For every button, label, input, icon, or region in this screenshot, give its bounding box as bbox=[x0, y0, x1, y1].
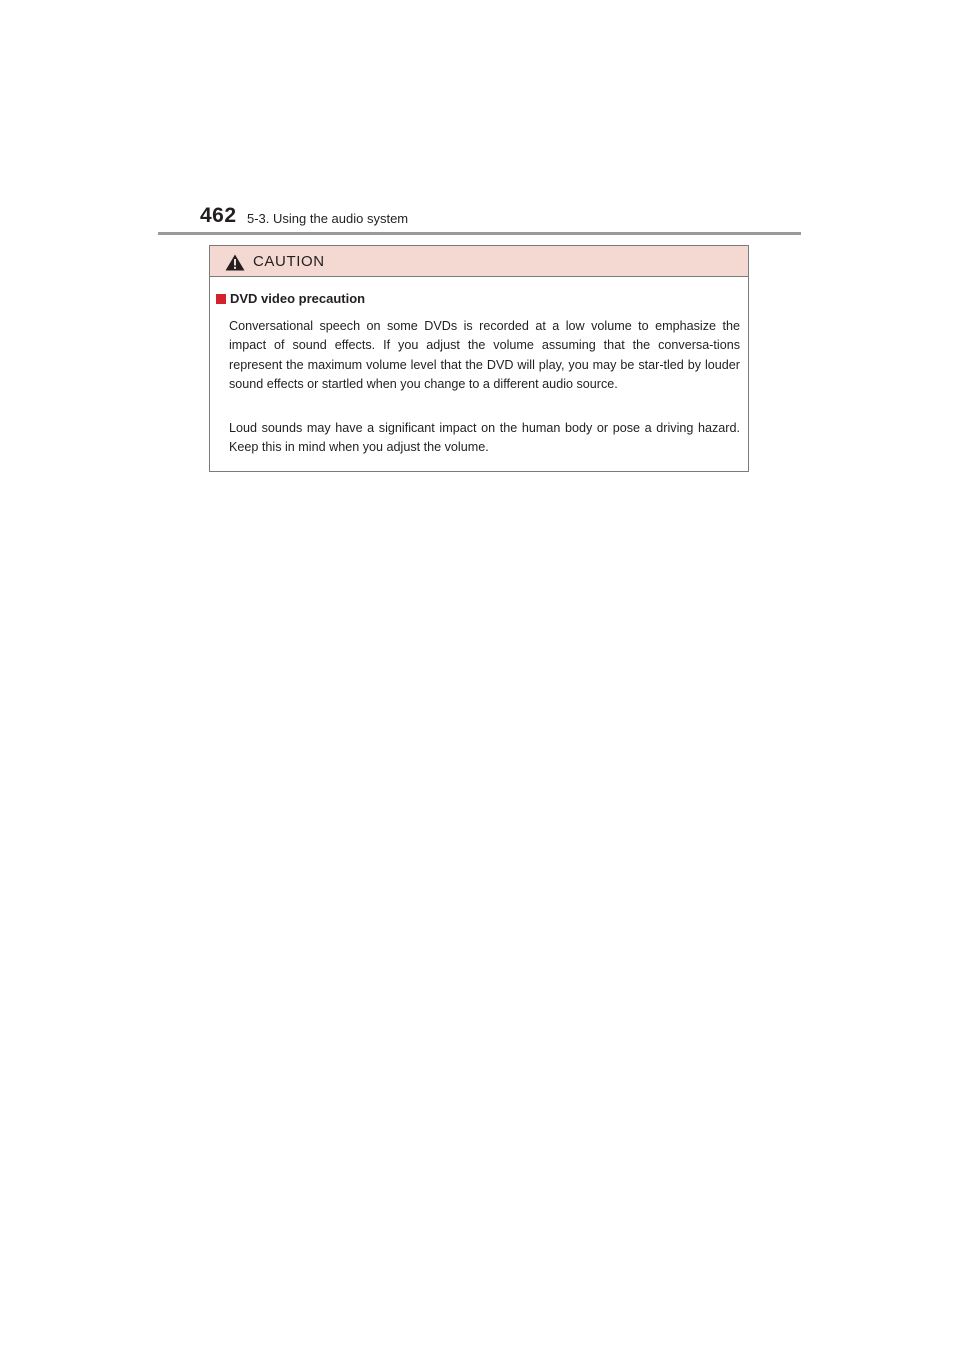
page-number: 462 bbox=[200, 204, 237, 227]
caution-paragraph: Conversational speech on some DVDs is recorded at a low volume to emphasize the impact of sound effects. If you adjust the volume assuming that the conversa-tions represent the maximum volume level that the DVD will play, you may be star-tled by louder sound effects or startled when you change to a different audio source. bbox=[229, 319, 740, 392]
caution-subheading bbox=[216, 291, 365, 306]
warning-triangle-icon bbox=[225, 254, 245, 271]
caution-header bbox=[210, 246, 748, 277]
caution-box bbox=[209, 245, 749, 472]
red-square-bullet-icon bbox=[216, 294, 226, 304]
caution-title: CAUTION bbox=[253, 253, 325, 270]
caution-heading-text: DVD video precaution bbox=[230, 291, 366, 306]
caution-paragraph: Loud sounds may have a significant impact on the human body or pose a driving hazard. Keep this in mind when you adjust the volume. bbox=[229, 421, 740, 455]
section-title: 5-3. Using the audio system bbox=[247, 211, 409, 226]
header-rule bbox=[158, 232, 801, 235]
